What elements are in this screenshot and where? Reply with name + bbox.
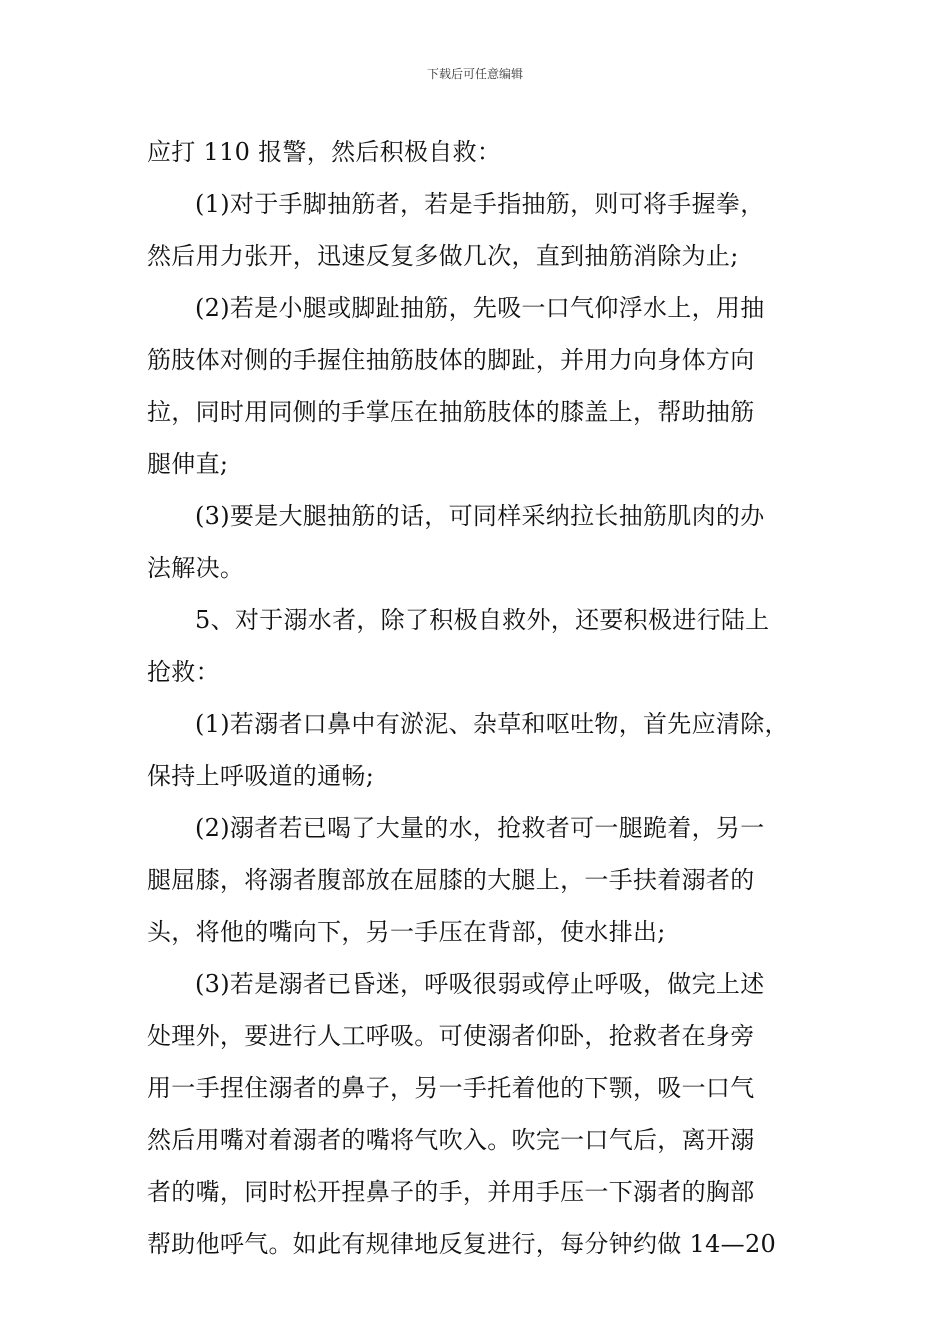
- document-body: [147, 126, 827, 1270]
- text-line: (2)若是小腿或脚趾抽筋，先吸一口气仰浮水上，用抽: [195, 294, 765, 322]
- text-line: (1)对于手脚抽筋者，若是手指抽筋，则可将手握拳，: [195, 190, 765, 218]
- text-line: 抢救：: [147, 658, 220, 686]
- text-line: 保持上呼吸道的通畅;: [147, 762, 375, 790]
- text-line: (2)溺者若已喝了大量的水，抢救者可一腿跪着，另一: [195, 814, 765, 842]
- text-line: 头，将他的嘴向下，另一手压在背部，使水排出;: [147, 918, 666, 946]
- text-line: 拉，同时用同侧的手掌压在抽筋肢体的膝盖上，帮助抽筋: [147, 398, 755, 426]
- text-line: (3)要是大腿抽筋的话，可同样采纳拉长抽筋肌肉的办: [195, 502, 765, 530]
- text-line: 然后用力张开，迅速反复多做几次，直到抽筋消除为止;: [147, 242, 739, 270]
- text-line: 帮助他呼气。如此有规律地反复进行，每分钟约做 14—20: [147, 1230, 777, 1258]
- page-header-note: 下载后可任意编辑: [426, 67, 523, 81]
- text-line: 应打 110 报警，然后积极自救：: [147, 138, 502, 166]
- text-line: (1)若溺者口鼻中有淤泥、杂草和呕吐物，首先应清除，: [195, 710, 789, 738]
- text-line: 筋肢体对侧的手握住抽筋肢体的脚趾，并用力向身体方向: [147, 346, 755, 374]
- text-line: 然后用嘴对着溺者的嘴将气吹入。吹完一口气后，离开溺: [147, 1126, 755, 1154]
- text-line: 腿伸直;: [147, 450, 229, 478]
- text-line: 腿屈膝，将溺者腹部放在屈膝的大腿上，一手扶着溺者的: [147, 866, 755, 894]
- text-line: 者的嘴，同时松开捏鼻子的手，并用手压一下溺者的胸部: [147, 1178, 755, 1206]
- text-line: (3)若是溺者已昏迷，呼吸很弱或停止呼吸，做完上述: [195, 970, 765, 998]
- text-line: 用一手捏住溺者的鼻子，另一手托着他的下颚，吸一口气: [147, 1074, 755, 1102]
- text-line: 法解决。: [147, 554, 245, 582]
- text-line: 处理外，要进行人工呼吸。可使溺者仰卧，抢救者在身旁: [147, 1022, 755, 1050]
- text-line: 5、对于溺水者，除了积极自救外，还要积极进行陆上: [195, 606, 770, 634]
